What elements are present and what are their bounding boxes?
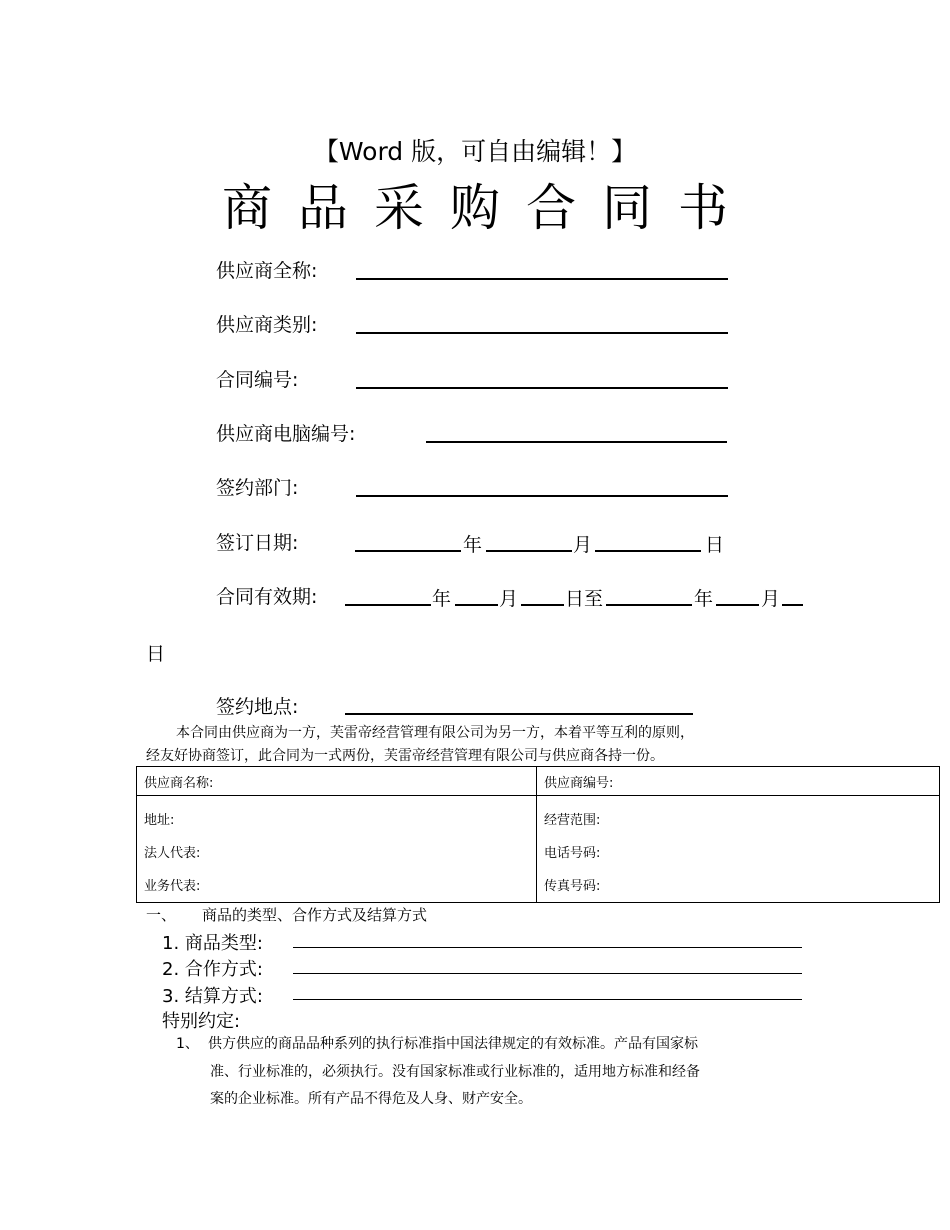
signing-date-label: 签订日期: (216, 532, 299, 554)
supplier-number-cell[interactable]: 供应商编号: (537, 767, 940, 796)
goods-type-line[interactable] (293, 947, 802, 948)
validity-end-month-line[interactable] (716, 604, 759, 606)
validity-start-day-unit: 日至 (565, 588, 604, 610)
table-row (137, 796, 940, 837)
phone-cell[interactable]: 电话号码: (544, 845, 601, 861)
table-row (137, 836, 940, 866)
validity-end-year-unit: 年 (694, 588, 714, 610)
intro-line-1: 本合同由供应商为一方，芙雷帝经营管理有限公司为另一方，本着平等互利的原则， (176, 725, 694, 741)
supplier-name-cell[interactable]: 供应商名称: (137, 767, 537, 796)
validity-end-year-line[interactable] (606, 604, 692, 606)
signing-place-line[interactable] (345, 713, 693, 715)
table-row (137, 866, 940, 903)
supplier-computer-number-label: 供应商电脑编号: (216, 423, 356, 445)
contract-number-line[interactable] (356, 387, 728, 389)
legal-rep-cell[interactable]: 法人代表: (137, 836, 537, 866)
supplier-category-line[interactable] (356, 332, 728, 334)
signing-date-year-line[interactable] (355, 550, 461, 552)
validity-end-day-unit: 日 (146, 643, 166, 665)
item-goods-type-label: 1. 商品类型: (162, 933, 263, 954)
supplier-computer-number-line[interactable] (426, 441, 727, 443)
cooperation-line[interactable] (293, 973, 802, 974)
signing-date-year-unit: 年 (463, 534, 483, 556)
clause-1-line-1: 供方供应的商品品种系列的执行标准指中国法律规定的有效标准。产品有国家标 (208, 1036, 698, 1052)
validity-start-month-unit: 月 (499, 588, 519, 610)
contract-title: 商品采购合同书 (222, 179, 754, 237)
validity-end-month-unit: 月 (761, 588, 781, 610)
supplier-full-name-line[interactable] (356, 278, 728, 280)
validity-start-year-unit: 年 (432, 588, 452, 610)
clause-1-line-2: 准、行业标准的，必须执行。没有国家标准或行业标准的，适用地方标准和经备 (210, 1064, 700, 1080)
validity-start-month-line[interactable] (455, 604, 498, 606)
signing-department-line[interactable] (356, 495, 728, 497)
signing-date-month-line[interactable] (486, 550, 572, 552)
signing-date-month-unit: 月 (573, 534, 593, 556)
signing-date-day-line[interactable] (595, 550, 701, 552)
section-1-number: 一、 (146, 906, 177, 924)
signing-department-label: 签约部门: (216, 477, 299, 499)
contract-number-label: 合同编号: (216, 369, 299, 391)
validity-start-day-line[interactable] (521, 604, 564, 606)
editable-banner: 【Word 版，可自由编辑！】 (313, 137, 637, 166)
clause-1-number: 1、 (176, 1036, 199, 1052)
section-1-heading: 商品的类型、合作方式及结算方式 (202, 906, 428, 924)
settlement-line[interactable] (293, 999, 802, 1000)
supplier-full-name-label: 供应商全称: (216, 260, 318, 282)
signing-date-day-unit: 日 (705, 534, 725, 556)
validity-end-day-line[interactable] (782, 604, 803, 606)
validity-start-year-line[interactable] (345, 604, 431, 606)
signing-place-label: 签约地点: (216, 696, 299, 718)
special-agreement-label: 特别约定: (162, 1011, 241, 1032)
supplier-info-table (136, 766, 940, 903)
table-row (137, 767, 940, 796)
business-rep-cell[interactable]: 业务代表: (137, 866, 537, 903)
supplier-category-label: 供应商类别: (216, 314, 318, 336)
fax-cell[interactable]: 传真号码: (544, 878, 601, 894)
item-settlement-label: 3. 结算方式: (162, 986, 263, 1007)
validity-period-label: 合同有效期: (216, 586, 318, 608)
item-cooperation-label: 2. 合作方式: (162, 959, 263, 980)
business-scope-cell[interactable]: 经营范围: (544, 812, 601, 828)
intro-line-2: 经友好协商签订，此合同为一式两份，芙雷帝经营管理有限公司与供应商各持一份。 (146, 748, 664, 764)
address-cell[interactable]: 地址: (137, 796, 537, 837)
clause-1-line-3: 案的企业标准。所有产品不得危及人身、财产安全。 (210, 1091, 532, 1107)
